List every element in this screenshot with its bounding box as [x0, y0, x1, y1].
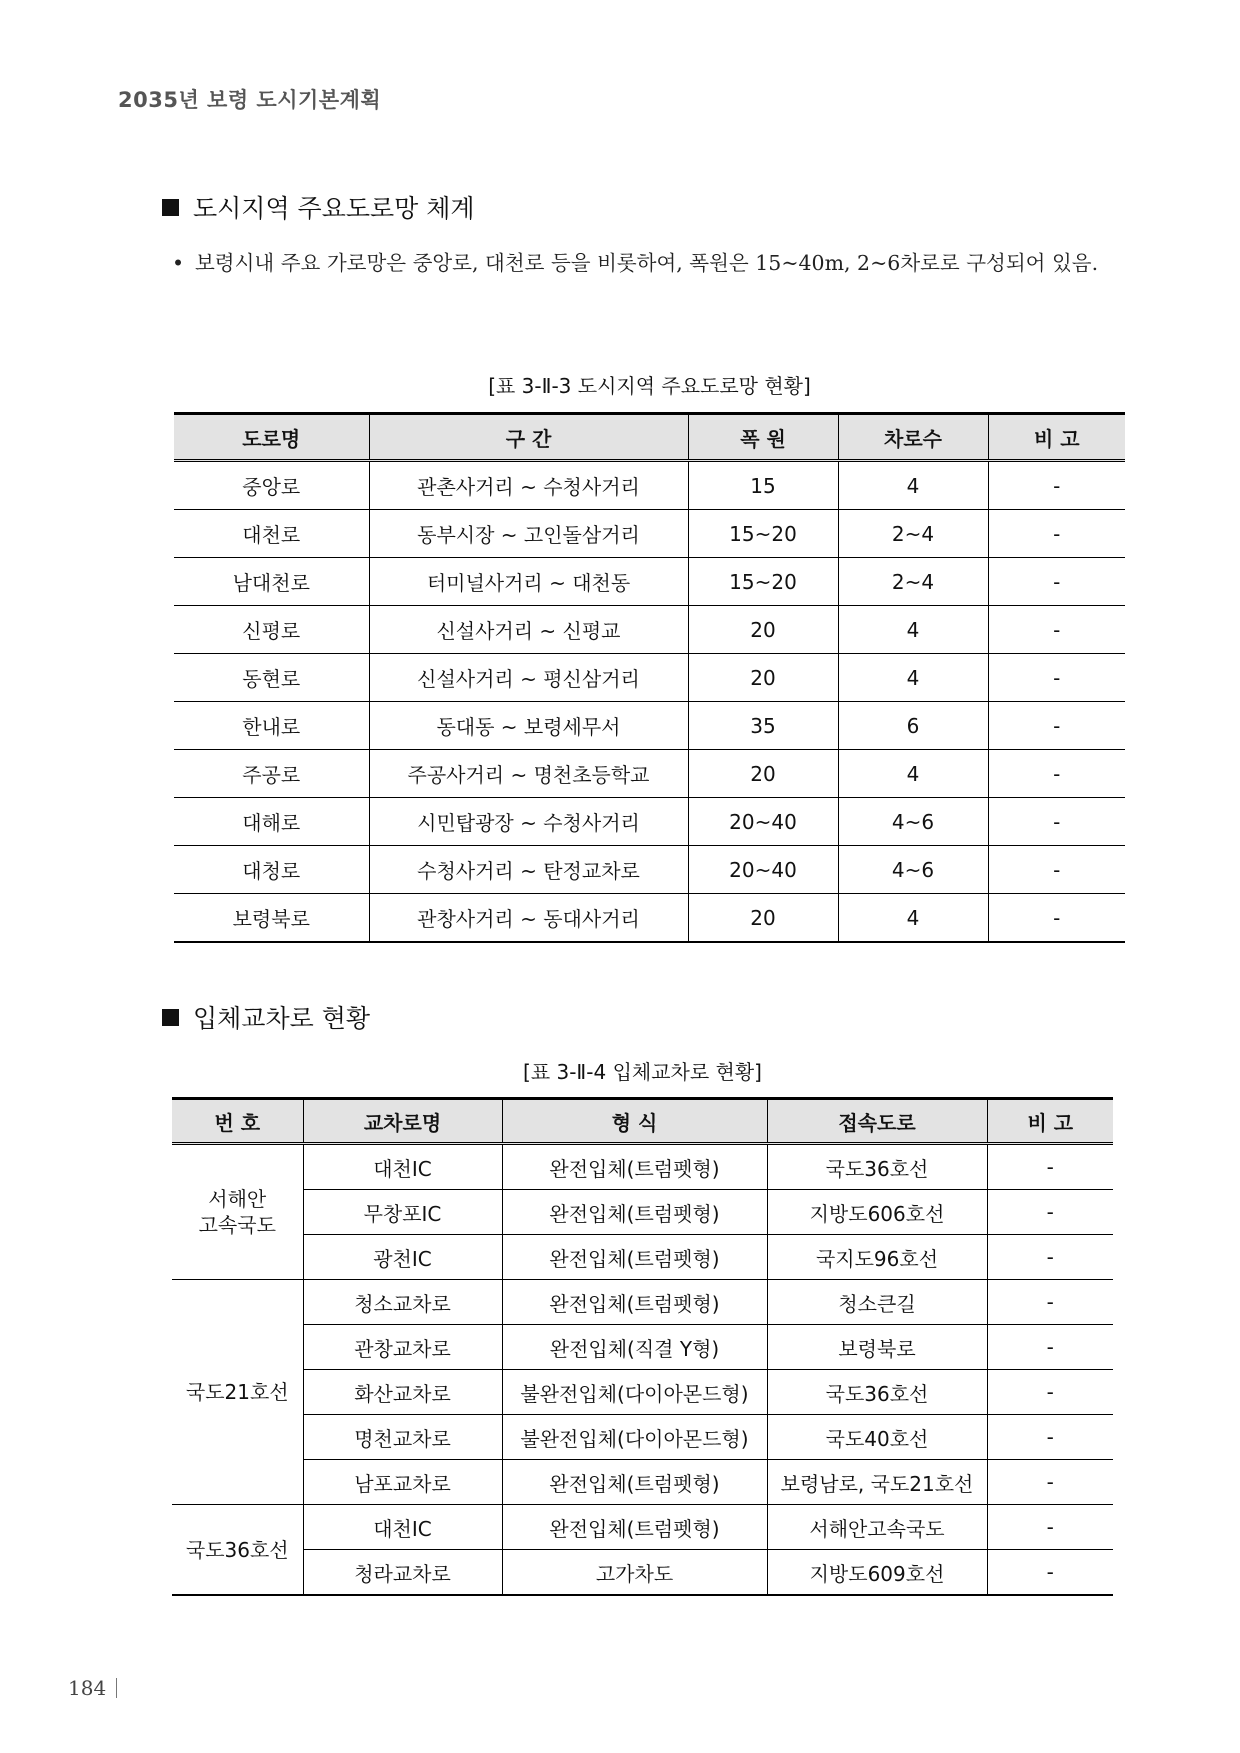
table1-header-cell: 차로수 [838, 414, 988, 461]
table1-cell: - [988, 654, 1125, 702]
table2-row [172, 1280, 1113, 1325]
table1-cell: 한내로 [174, 702, 369, 750]
table1-cell: 관촌사거리 ~ 수청사거리 [369, 461, 688, 510]
table1-cell: 대청로 [174, 846, 369, 894]
section-title-road-network [162, 189, 475, 225]
table2-cell: 서해안고속국도 [767, 1505, 987, 1550]
table1-cell: 터미널사거리 ~ 대천동 [369, 558, 688, 606]
table1-cell: - [988, 750, 1125, 798]
table1-row [174, 654, 1125, 702]
table2-cell: - [987, 1280, 1113, 1325]
table2-cell: 완전입체(트럼펫형) [502, 1505, 767, 1550]
table1-row [174, 702, 1125, 750]
table2-header-cell: 접속도로 [767, 1099, 987, 1144]
table1-cell: - [988, 846, 1125, 894]
table2-row [172, 1415, 1113, 1460]
table2-cell: 국도40호선 [767, 1415, 987, 1460]
table2-group-cell [172, 1144, 303, 1280]
table2-cell: 광천IC [303, 1235, 502, 1280]
table2-cell: 불완전입체(다이아몬드형) [502, 1370, 767, 1415]
table1-header-cell: 도로명 [174, 414, 369, 461]
table1-cell: 6 [838, 702, 988, 750]
table2-header-cell: 교차로명 [303, 1099, 502, 1144]
table2-row [172, 1370, 1113, 1415]
table2-cell: - [987, 1144, 1113, 1190]
table2-row [172, 1550, 1113, 1596]
bullet-dot-icon: • [172, 251, 185, 275]
table1-cell: 주공로 [174, 750, 369, 798]
table1-header-row [174, 414, 1125, 461]
bullet-paragraph [168, 243, 1128, 284]
section-title-interchange [162, 999, 370, 1035]
table2-caption: [표 3-Ⅱ-4 입체교차로 현황] [523, 1060, 762, 1084]
table2-cell: 명천교차로 [303, 1415, 502, 1460]
table1-cell: 신설사거리 ~ 평신삼거리 [369, 654, 688, 702]
table1-row [174, 894, 1125, 943]
table1-cell: 남대천로 [174, 558, 369, 606]
table2-cell: 대천IC [303, 1144, 502, 1190]
page-number-text: 184 [68, 1676, 107, 1700]
table1-cell: 4 [838, 606, 988, 654]
table1-header-cell: 비 고 [988, 414, 1125, 461]
table2-cell: 지방도609호선 [767, 1550, 987, 1596]
table1-cell: 중앙로 [174, 461, 369, 510]
table1-cell: 대천로 [174, 510, 369, 558]
table1-header-cell: 폭 원 [688, 414, 838, 461]
table1-row [174, 846, 1125, 894]
section-title-text: 도시지역 주요도로망 체계 [193, 194, 475, 223]
table2-cell: 국지도96호선 [767, 1235, 987, 1280]
table2-cell: - [987, 1235, 1113, 1280]
table2-cell: 대천IC [303, 1505, 502, 1550]
table1-cell: 20 [688, 606, 838, 654]
table1-header-cell: 구 간 [369, 414, 688, 461]
table1-row [174, 558, 1125, 606]
table1-cell: 관창사거리 ~ 동대사거리 [369, 894, 688, 943]
table2-cell: - [987, 1325, 1113, 1370]
table1-cell: 20~40 [688, 798, 838, 846]
table1-cell: 35 [688, 702, 838, 750]
table2-row [172, 1235, 1113, 1280]
bullet-text: 보령시내 주요 가로망은 중앙로, 대천로 등을 비롯하여, 폭원은 15~40m, 2~6차로로 구성되어 있음. [195, 251, 1099, 275]
table2-cell: 무창포IC [303, 1190, 502, 1235]
table2-cell: 국도36호선 [767, 1370, 987, 1415]
table1-cell: 15~20 [688, 510, 838, 558]
table2-cell: - [987, 1505, 1113, 1550]
table2-cell: - [987, 1550, 1113, 1596]
table2-row [172, 1325, 1113, 1370]
table2-cell: 완전입체(트럼펫형) [502, 1190, 767, 1235]
table1-cell: 주공사거리 ~ 명천초등학교 [369, 750, 688, 798]
black-square-bullet-icon [162, 1009, 179, 1026]
page-number [68, 1676, 117, 1700]
table1-row [174, 798, 1125, 846]
table2-group-cell [172, 1505, 303, 1596]
group-name-line: 서해안 [208, 1187, 267, 1211]
table2-cell: - [987, 1370, 1113, 1415]
group-name-line: 국도21호선 [185, 1380, 289, 1404]
table1-cell: 20~40 [688, 846, 838, 894]
road-network-table [174, 412, 1125, 943]
table1-cell: 15 [688, 461, 838, 510]
table2-row [172, 1460, 1113, 1505]
table1-cell: 15~20 [688, 558, 838, 606]
table1-cell: 4 [838, 654, 988, 702]
table1-cell: 4 [838, 750, 988, 798]
table1-row [174, 750, 1125, 798]
table1-cell: 2~4 [838, 558, 988, 606]
table1-cell: 4~6 [838, 846, 988, 894]
table1-cell: 2~4 [838, 510, 988, 558]
table1-cell: 신평로 [174, 606, 369, 654]
table2-cell: 완전입체(트럼펫형) [502, 1144, 767, 1190]
table1-cell: 동대동 ~ 보령세무서 [369, 702, 688, 750]
table2-cell: 청소큰길 [767, 1280, 987, 1325]
table1-cell: - [988, 798, 1125, 846]
page-number-divider [116, 1678, 117, 1698]
table2-cell: 완전입체(트럼펫형) [502, 1235, 767, 1280]
table1-cell: 동부시장 ~ 고인돌삼거리 [369, 510, 688, 558]
table2-cell: 관창교차로 [303, 1325, 502, 1370]
table1-cell: 수청사거리 ~ 탄정교차로 [369, 846, 688, 894]
table1-cell: 동현로 [174, 654, 369, 702]
table2-cell: 남포교차로 [303, 1460, 502, 1505]
table2-cell: 보령북로 [767, 1325, 987, 1370]
table2-row [172, 1190, 1113, 1235]
black-square-bullet-icon [162, 199, 179, 216]
table1-caption: [표 3-Ⅱ-3 도시지역 주요도로망 현황] [488, 374, 811, 398]
table1-cell: - [988, 606, 1125, 654]
section-title-text: 입체교차로 현황 [193, 1004, 370, 1033]
table2-cell: 보령남로, 국도21호선 [767, 1460, 987, 1505]
table1-cell: 4 [838, 461, 988, 510]
table2-cell: 완전입체(트럼펫형) [502, 1280, 767, 1325]
table2-cell: 고가차도 [502, 1550, 767, 1596]
table2-cell: 지방도606호선 [767, 1190, 987, 1235]
table1-cell: 보령북로 [174, 894, 369, 943]
group-name-line: 국도36호선 [185, 1537, 289, 1562]
table1-cell: 20 [688, 654, 838, 702]
group-name-line: 고속국도 [198, 1213, 276, 1237]
table1-cell: 대해로 [174, 798, 369, 846]
table1-cell: 신설사거리 ~ 신평교 [369, 606, 688, 654]
table2-cell: - [987, 1415, 1113, 1460]
table1-cell: - [988, 510, 1125, 558]
table1-cell: 시민탑광장 ~ 수청사거리 [369, 798, 688, 846]
table2-cell: - [987, 1460, 1113, 1505]
table2-row [172, 1144, 1113, 1190]
table2-cell: - [987, 1190, 1113, 1235]
table1-row [174, 606, 1125, 654]
table2-cell: 청소교차로 [303, 1280, 502, 1325]
table1-cell: 20 [688, 750, 838, 798]
table1-cell: 4~6 [838, 798, 988, 846]
table1-row [174, 461, 1125, 510]
table2-cell: 화산교차로 [303, 1370, 502, 1415]
table1-cell: - [988, 894, 1125, 943]
table1-cell: 4 [838, 894, 988, 943]
table2-cell: 국도36호선 [767, 1144, 987, 1190]
table2-header-cell: 비 고 [987, 1099, 1113, 1144]
interchange-table [172, 1097, 1113, 1596]
table2-header-cell: 형 식 [502, 1099, 767, 1144]
table2-row [172, 1505, 1113, 1550]
table2-group-cell [172, 1280, 303, 1505]
table2-cell: 완전입체(직결 Y형) [502, 1325, 767, 1370]
table2-header-row [172, 1099, 1113, 1144]
table1-row [174, 510, 1125, 558]
table1-cell: - [988, 461, 1125, 510]
table2-cell: 청라교차로 [303, 1550, 502, 1596]
table1-cell: 20 [688, 894, 838, 943]
table1-cell: - [988, 702, 1125, 750]
table2-cell: 불완전입체(다이아몬드형) [502, 1415, 767, 1460]
table2-header-cell: 번 호 [172, 1099, 303, 1144]
table2-cell: 완전입체(트럼펫형) [502, 1460, 767, 1505]
running-head: 2035년 보령 도시기본계획 [118, 88, 382, 112]
table1-cell: - [988, 558, 1125, 606]
